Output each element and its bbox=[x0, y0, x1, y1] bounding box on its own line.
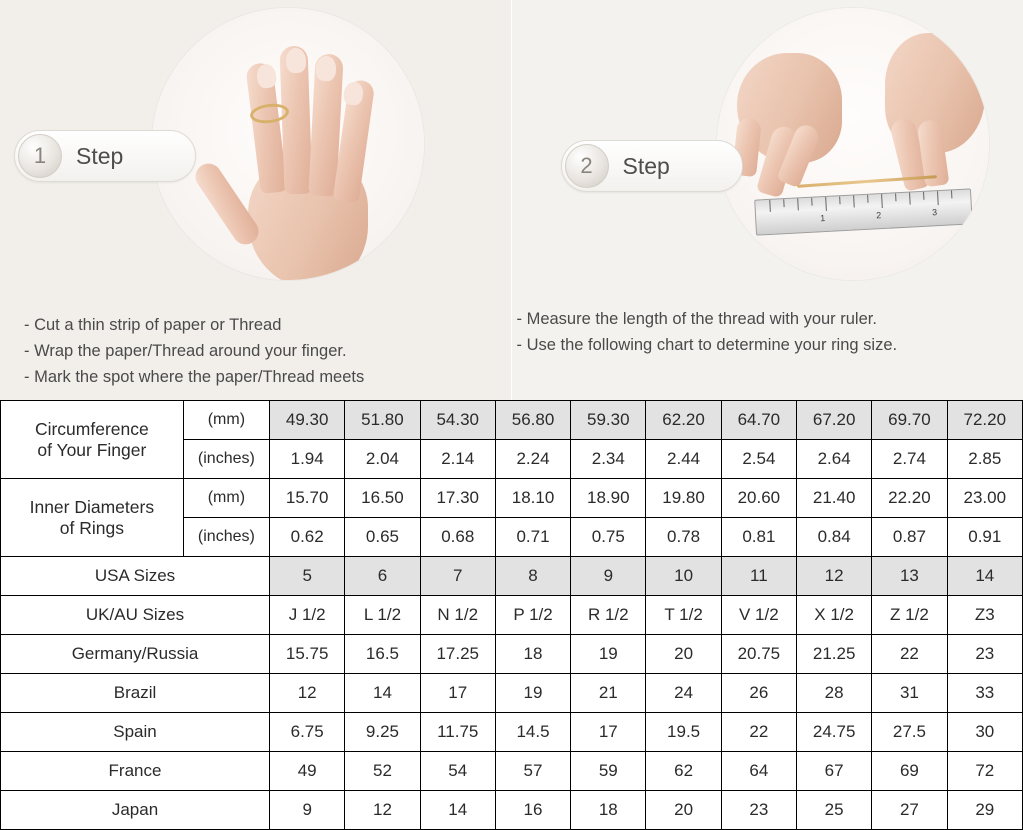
cell: 17 bbox=[571, 713, 646, 752]
row-label-france: France bbox=[1, 752, 270, 791]
table-row bbox=[1, 557, 1023, 596]
row-label-line1: Circumference bbox=[3, 419, 181, 440]
cell: 8 bbox=[495, 557, 570, 596]
unit-cell: (mm) bbox=[183, 401, 269, 440]
cell: 7 bbox=[420, 557, 495, 596]
cell: 56.80 bbox=[495, 401, 570, 440]
step-number-1: 1 bbox=[18, 134, 62, 178]
cell: 22 bbox=[721, 713, 796, 752]
row-label-line2: of Rings bbox=[3, 518, 181, 539]
row-label-inner-diameter bbox=[1, 479, 184, 557]
ruler-mark: 1 bbox=[820, 213, 826, 223]
step-number-2: 2 bbox=[565, 144, 609, 188]
cell: 30 bbox=[947, 713, 1022, 752]
cell: 0.84 bbox=[797, 518, 872, 557]
cell: 19.5 bbox=[646, 713, 721, 752]
table-row bbox=[1, 713, 1023, 752]
cell: 19.80 bbox=[646, 479, 721, 518]
cell: 2.74 bbox=[872, 440, 947, 479]
instruction-line: - Mark the spot where the paper/Thread meets bbox=[24, 364, 364, 390]
cell: 9 bbox=[571, 557, 646, 596]
cell: 0.71 bbox=[495, 518, 570, 557]
cell: 1.94 bbox=[270, 440, 345, 479]
cell: 69 bbox=[872, 752, 947, 791]
cell: 22.20 bbox=[872, 479, 947, 518]
cell: 31 bbox=[872, 674, 947, 713]
ring-size-chart bbox=[0, 400, 1023, 826]
cell: 17.25 bbox=[420, 635, 495, 674]
cell: 26 bbox=[721, 674, 796, 713]
table-row bbox=[1, 596, 1023, 635]
table-row bbox=[1, 752, 1023, 791]
cell: 14 bbox=[345, 674, 420, 713]
table-row bbox=[1, 635, 1023, 674]
cell: 18 bbox=[495, 635, 570, 674]
cell: 29 bbox=[947, 791, 1022, 830]
cell: 0.78 bbox=[646, 518, 721, 557]
cell: 33 bbox=[947, 674, 1022, 713]
cell: 72.20 bbox=[947, 401, 1022, 440]
cell: 2.04 bbox=[345, 440, 420, 479]
steps-section bbox=[0, 0, 1023, 400]
unit-cell: (inches) bbox=[183, 518, 269, 557]
cell: 9.25 bbox=[345, 713, 420, 752]
step-2-instructions bbox=[517, 306, 898, 358]
cell: 17.30 bbox=[420, 479, 495, 518]
cell: 6 bbox=[345, 557, 420, 596]
cell: 2.85 bbox=[947, 440, 1022, 479]
cell: Z 1/2 bbox=[872, 596, 947, 635]
unit-cell: (inches) bbox=[183, 440, 269, 479]
cell: 16 bbox=[495, 791, 570, 830]
instruction-line: - Use the following chart to determine your ring size. bbox=[517, 332, 898, 358]
cell: 0.91 bbox=[947, 518, 1022, 557]
cell: 12 bbox=[345, 791, 420, 830]
step-1-instructions bbox=[24, 312, 364, 390]
cell: 23 bbox=[947, 635, 1022, 674]
cell: 57 bbox=[495, 752, 570, 791]
size-chart-table bbox=[0, 400, 1023, 830]
cell: 18 bbox=[571, 791, 646, 830]
cell: 9 bbox=[270, 791, 345, 830]
cell: P 1/2 bbox=[495, 596, 570, 635]
cell: 0.68 bbox=[420, 518, 495, 557]
cell: 2.44 bbox=[646, 440, 721, 479]
cell: J 1/2 bbox=[270, 596, 345, 635]
table-row bbox=[1, 479, 1023, 518]
cell: 69.70 bbox=[872, 401, 947, 440]
cell: 0.65 bbox=[345, 518, 420, 557]
row-label-usa: USA Sizes bbox=[1, 557, 270, 596]
cell: 62.20 bbox=[646, 401, 721, 440]
cell: 25 bbox=[797, 791, 872, 830]
table-row bbox=[1, 791, 1023, 830]
cell: 24 bbox=[646, 674, 721, 713]
cell: 11.75 bbox=[420, 713, 495, 752]
row-label-japan: Japan bbox=[1, 791, 270, 830]
table-row bbox=[1, 401, 1023, 440]
table-row bbox=[1, 674, 1023, 713]
cell: 17 bbox=[420, 674, 495, 713]
instruction-line: - Measure the length of the thread with your ruler. bbox=[517, 306, 898, 332]
row-label-circumference bbox=[1, 401, 184, 479]
cell: 2.64 bbox=[797, 440, 872, 479]
cell: 49 bbox=[270, 752, 345, 791]
cell: 23.00 bbox=[947, 479, 1022, 518]
cell: 54 bbox=[420, 752, 495, 791]
cell: 23 bbox=[721, 791, 796, 830]
cell: 52 bbox=[345, 752, 420, 791]
cell: 14.5 bbox=[495, 713, 570, 752]
cell: 11 bbox=[721, 557, 796, 596]
step-panel-2 bbox=[511, 0, 1023, 400]
cell: 16.5 bbox=[345, 635, 420, 674]
cell: 18.90 bbox=[571, 479, 646, 518]
row-label-brazil: Brazil bbox=[1, 674, 270, 713]
cell: 62 bbox=[646, 752, 721, 791]
step-badge-2 bbox=[561, 140, 743, 192]
row-label-line2: of Your Finger bbox=[3, 440, 181, 461]
cell: 2.54 bbox=[721, 440, 796, 479]
step-label-2: Step bbox=[623, 153, 670, 180]
cell: 20 bbox=[646, 791, 721, 830]
cell: 64 bbox=[721, 752, 796, 791]
cell: 13 bbox=[872, 557, 947, 596]
cell: 51.80 bbox=[345, 401, 420, 440]
cell: 18.10 bbox=[495, 479, 570, 518]
cell: 24.75 bbox=[797, 713, 872, 752]
cell: 0.87 bbox=[872, 518, 947, 557]
step-label-1: Step bbox=[76, 143, 123, 170]
row-label-line1: Inner Diameters bbox=[3, 497, 181, 518]
cell: 49.30 bbox=[270, 401, 345, 440]
cell: 0.62 bbox=[270, 518, 345, 557]
cell: 22 bbox=[872, 635, 947, 674]
cell: L 1/2 bbox=[345, 596, 420, 635]
step-badge-1 bbox=[14, 130, 196, 182]
cell: 19 bbox=[495, 674, 570, 713]
ruler-mark: 3 bbox=[931, 207, 937, 217]
row-label-uk-au: UK/AU Sizes bbox=[1, 596, 270, 635]
unit-cell: (mm) bbox=[183, 479, 269, 518]
step-panel-1 bbox=[0, 0, 511, 400]
cell: 19 bbox=[571, 635, 646, 674]
cell: 20 bbox=[646, 635, 721, 674]
cell: 2.24 bbox=[495, 440, 570, 479]
row-label-germany-russia: Germany/Russia bbox=[1, 635, 270, 674]
cell: 10 bbox=[646, 557, 721, 596]
cell: R 1/2 bbox=[571, 596, 646, 635]
hand-illustration-2 bbox=[717, 8, 989, 280]
cell: 28 bbox=[797, 674, 872, 713]
cell: 15.70 bbox=[270, 479, 345, 518]
cell: 21.25 bbox=[797, 635, 872, 674]
cell: N 1/2 bbox=[420, 596, 495, 635]
cell: 14 bbox=[947, 557, 1022, 596]
cell: 0.81 bbox=[721, 518, 796, 557]
cell: 59.30 bbox=[571, 401, 646, 440]
cell: X 1/2 bbox=[797, 596, 872, 635]
cell: 2.14 bbox=[420, 440, 495, 479]
cell: 72 bbox=[947, 752, 1022, 791]
cell: 15.75 bbox=[270, 635, 345, 674]
cell: 20.75 bbox=[721, 635, 796, 674]
cell: 20.60 bbox=[721, 479, 796, 518]
cell: 0.75 bbox=[571, 518, 646, 557]
cell: 21 bbox=[571, 674, 646, 713]
cell: 12 bbox=[270, 674, 345, 713]
cell: 5 bbox=[270, 557, 345, 596]
cell: 67.20 bbox=[797, 401, 872, 440]
cell: 27.5 bbox=[872, 713, 947, 752]
ruler-mark: 2 bbox=[875, 210, 881, 220]
cell: 54.30 bbox=[420, 401, 495, 440]
cell: 27 bbox=[872, 791, 947, 830]
row-label-spain: Spain bbox=[1, 713, 270, 752]
cell: 2.34 bbox=[571, 440, 646, 479]
cell: 64.70 bbox=[721, 401, 796, 440]
thread-and-ruler-photo bbox=[717, 8, 989, 280]
instruction-line: - Cut a thin strip of paper or Thread bbox=[24, 312, 364, 338]
cell: 21.40 bbox=[797, 479, 872, 518]
cell: Z3 bbox=[947, 596, 1022, 635]
cell: 12 bbox=[797, 557, 872, 596]
cell: 67 bbox=[797, 752, 872, 791]
cell: 59 bbox=[571, 752, 646, 791]
cell: 14 bbox=[420, 791, 495, 830]
cell: V 1/2 bbox=[721, 596, 796, 635]
cell: T 1/2 bbox=[646, 596, 721, 635]
cell: 6.75 bbox=[270, 713, 345, 752]
instruction-line: - Wrap the paper/Thread around your finger. bbox=[24, 338, 364, 364]
cell: 16.50 bbox=[345, 479, 420, 518]
